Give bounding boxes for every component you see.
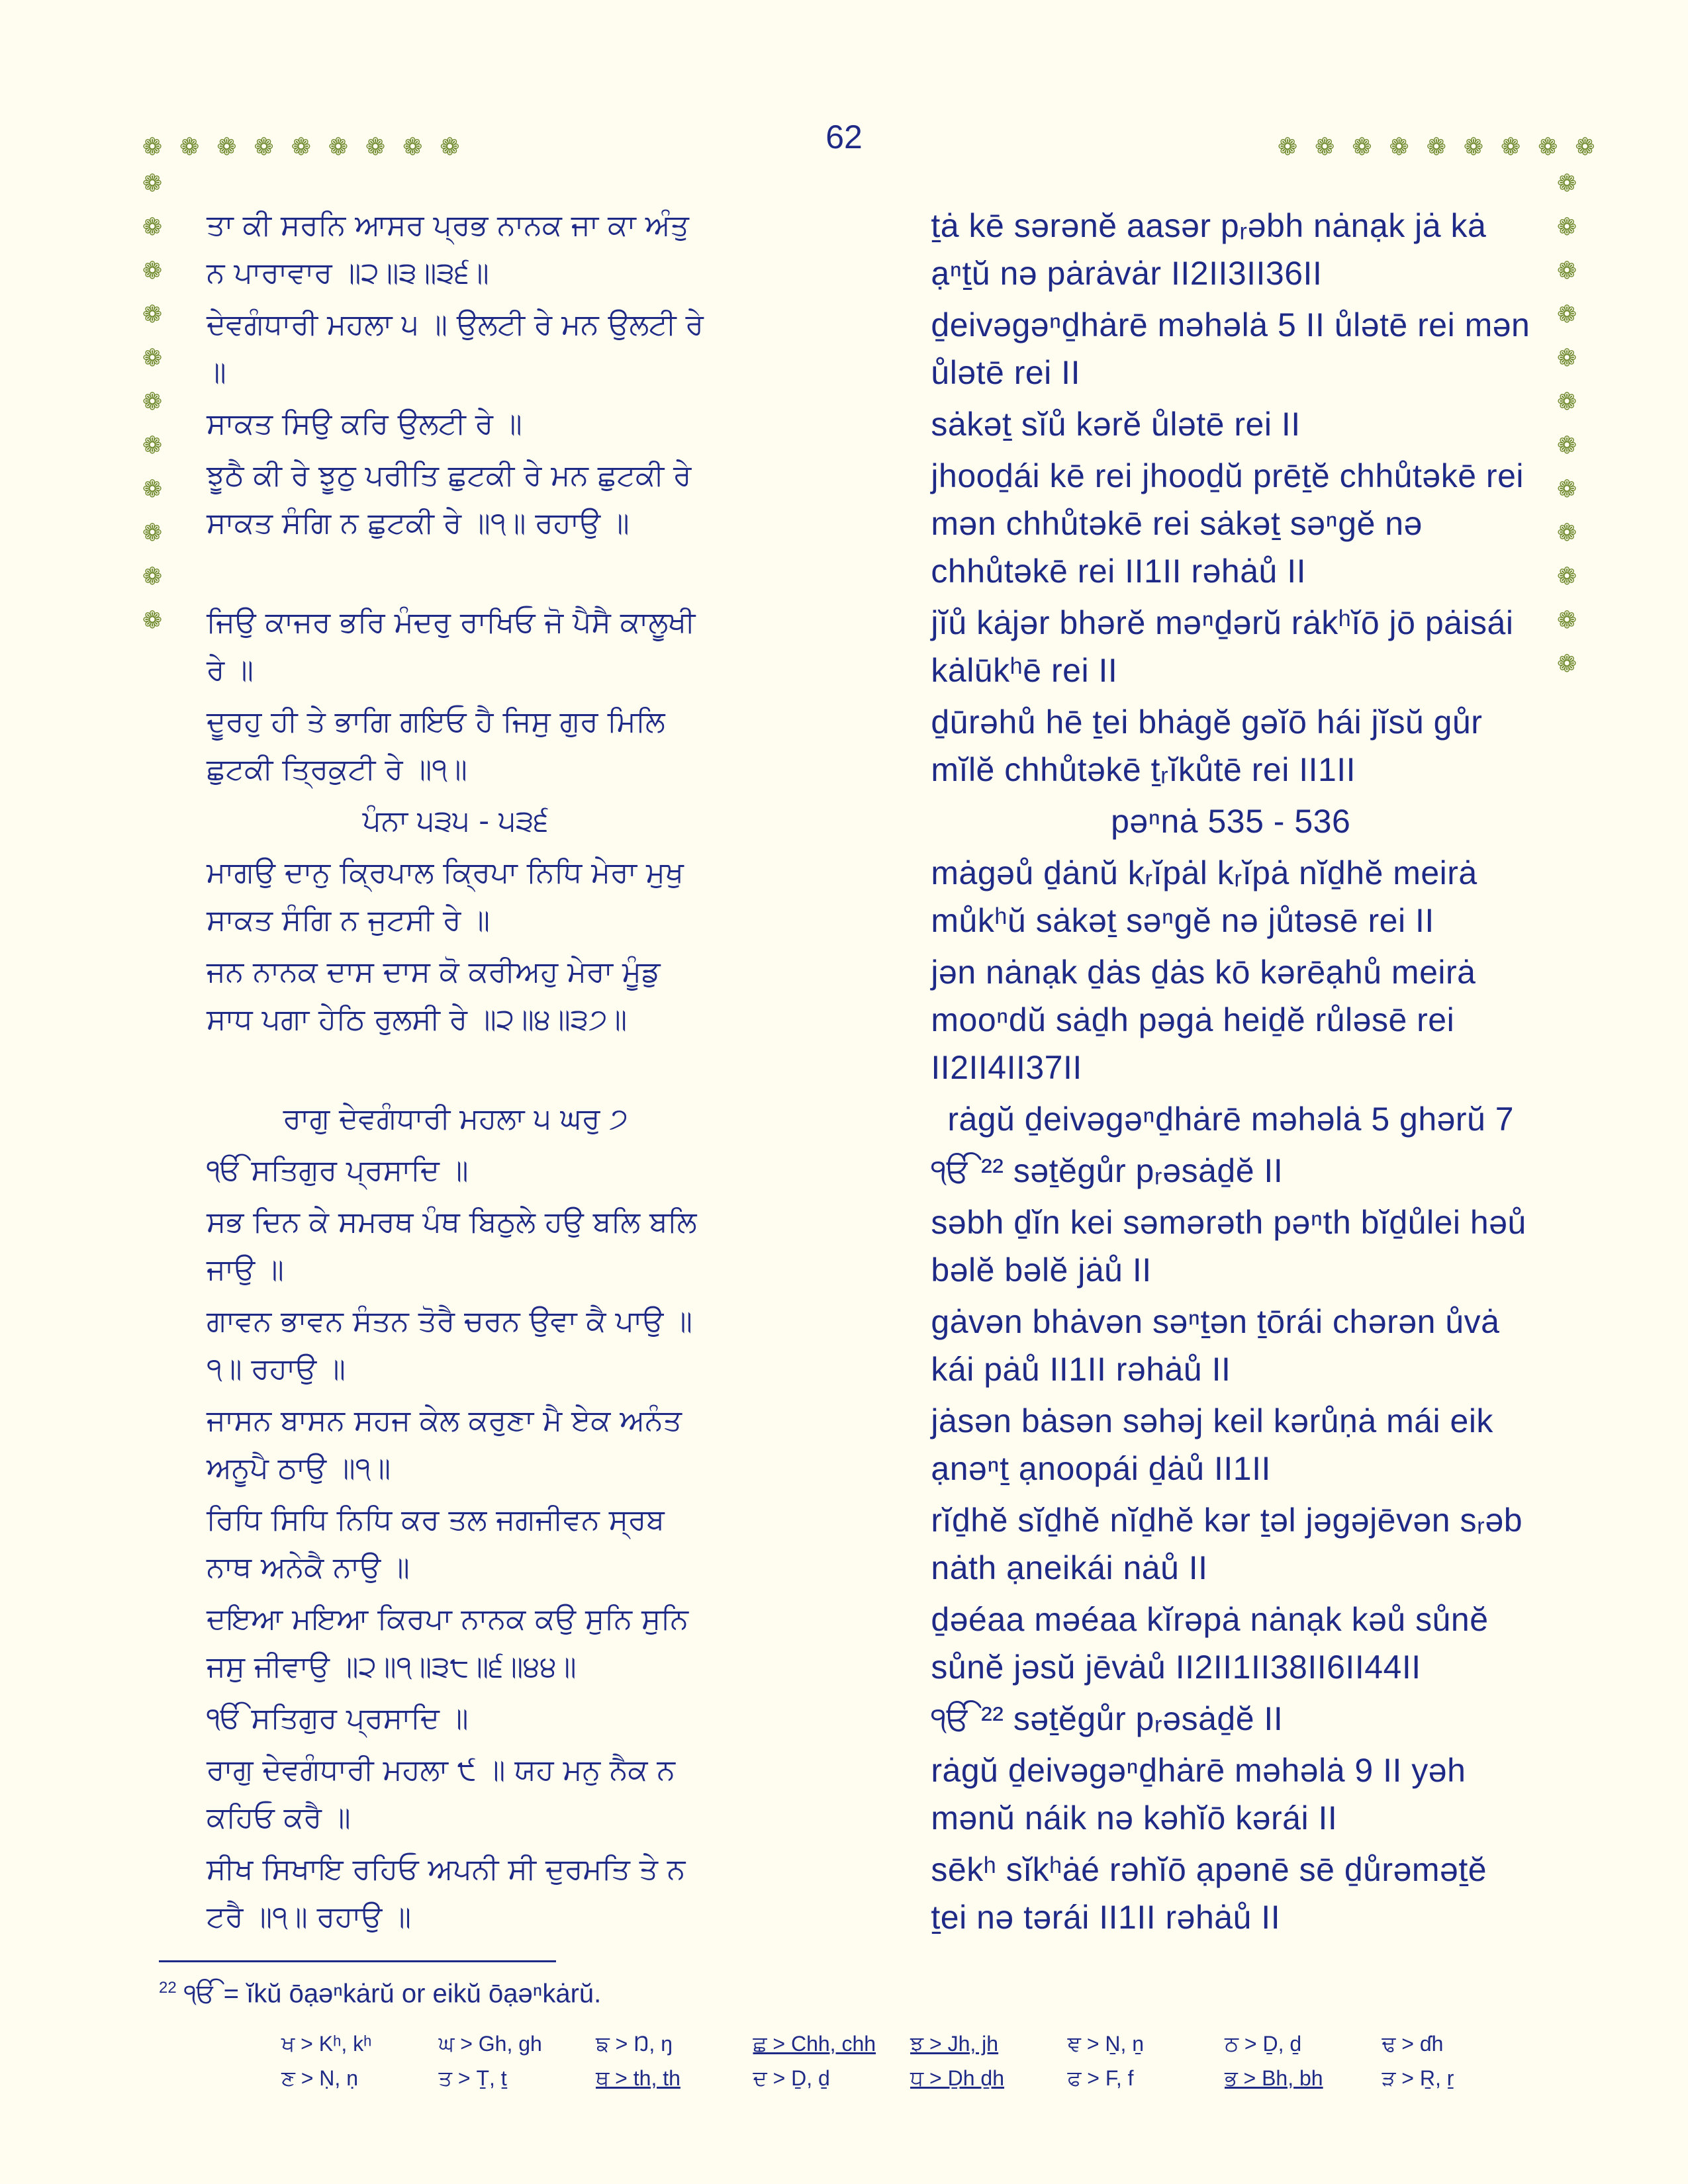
legend-entry: ਢ > ɗh [1382,2032,1444,2056]
flower-icon: ❁ [1557,651,1577,678]
flower-icon: ❁ [142,345,163,372]
legend-entry: ਝ > Jh, jh [910,2032,999,2056]
transliteration-text: mȧgəů ḏȧnŭ kᵣĭpȧl kᵣĭpȧ nĭḏhĕ meirȧ můkʰŭ sȧkəṯ səⁿgĕ nə jůtəsē rei II [931,854,1477,939]
gurmukhi-page-reference: ਪੰਨਾ ੫੩੫ - ੫੩੬ [362,804,549,838]
gurmukhi-text: ਰਿਧਿ ਸਿਧਿ ਨਿਧਿ ਕਰ ਤਲ ਜਗਜੀਵਨ ਸ੍ਰਬ ਨਾਥ ਅਨੇਕੈ ਨਾਉ ॥ [207,1503,665,1584]
gurmukhi-heading: ਰਾਗੁ ਦੇਵਗੰਧਾਰੀ ਮਹਲਾ ੫ ਘਰੁ ੭ [283,1102,628,1136]
legend-entry: ਦ > Ḏ, ḏ [753,2066,830,2090]
gurmukhi-text: ਦੇਵਗੰਧਾਰੀ ਮਹਲਾ ੫ ॥ ਉਲਟੀ ਰੇ ਮਨ ਉਲਟੀ ਰੇ ॥ [207,308,704,389]
transliteration-text: ḏəéaa məéaa kĭrəpȧ nȧnạk kəů sůnĕ sůnĕ jəsŭ jēvȧů II2II1II38II6II44II [931,1601,1489,1686]
flower-icon: ❁ [1426,134,1446,161]
footnote [159,1979,601,2009]
flower-icon: ❁ [1557,520,1577,547]
gurmukhi-text: ਦੂਰਹੁ ਹੀ ਤੇ ਭਾਗਿ ਗਇਓ ਹੈ ਜਿਸੁ ਗੁਰ ਮਿਲਿ ਛੁਟਕੀ ਤ੍ਰਿਕੁਟੀ ਰੇ ॥੧॥ [207,705,665,786]
verse-row [207,1199,1530,1294]
flower-icon: ❁ [291,134,311,161]
flower-icon: ❁ [142,607,163,634]
verse-row [207,202,1530,297]
flower-icon: ❁ [1352,134,1372,161]
flower-icon: ❁ [1557,345,1577,372]
footnote-divider [159,1960,556,1962]
flower-icon: ❁ [1557,301,1577,328]
footnote-text: ੴ = ĭkŭ ōạəⁿkȧrŭ or eikŭ ōạəⁿkȧrŭ. [183,1979,602,2009]
transliteration-text: rȧgŭ ḏeivəgəⁿḏhȧrē məhəlȧ 9 II yəh mənŭ náik nə kəhĭō kərái II [931,1752,1466,1837]
flower-icon: ❁ [179,134,200,161]
gurmukhi-text: ਜਨ ਨਾਨਕ ਦਾਸ ਦਾਸ ਕੋ ਕਰੀਅਹੁ ਮੇਰਾ ਮੂੰਡੁ ਸਾਧ ਪਗਾ ਹੇਠਿ ਰੁਲਸੀ ਰੇ ॥੨॥੪॥੩੭॥ [207,955,661,1036]
verse-row [207,1747,1530,1842]
transliteration-heading: rȧgŭ ḏeivəgəⁿḏhȧrē məhəlȧ 5 ghərŭ 7 [947,1101,1515,1138]
transliteration-text: ṯȧ kē sərənĕ aasər pᵣəbh nȧnạk jȧ kȧ ạⁿṯŭ nə pȧrȧvȧr II2II3II36II [931,207,1487,292]
legend-entry: ਙ > Ŋ, ŋ [596,2032,673,2056]
legend-row [281,2066,1539,2091]
legend-entry: ਣ > Ṇ, ṇ [281,2066,358,2090]
flower-icon: ❁ [1557,432,1577,459]
legend-entry: ੜ > Ṟ, ṟ [1382,2066,1454,2090]
gurmukhi-text: ੴ ਸਤਿਗੁਰ ਪ੍ਰਸਾਦਿ ॥ [207,1154,469,1187]
flower-icon: ❁ [1557,388,1577,416]
raag-heading-row [207,1095,1530,1143]
verse-row [207,948,1530,1091]
verse-row [207,1496,1530,1592]
flower-icon: ❁ [1557,214,1577,241]
flower-icon: ❁ [1557,563,1577,590]
ornament-right-column [1557,172,1577,676]
flower-icon: ❁ [142,134,163,161]
legend-entry: ਥ > th, th [596,2066,680,2090]
gurmukhi-text: ਦਇਆ ਮਇਆ ਕਿਰਪਾ ਨਾਨਕ ਕਉ ਸੁਨਿ ਸੁਨਿ ਜਸੁ ਜੀਵਾਉ ॥੨॥੧॥੩੮॥੬॥੪੪॥ [207,1602,688,1684]
flower-icon: ❁ [142,563,163,590]
flower-icon: ❁ [1463,134,1484,161]
gurmukhi-text: ਤਾ ਕੀ ਸਰਨਿ ਆਸਰ ਪ੍ਰਭ ਨਾਨਕ ਜਾ ਕਾ ਅੰਤੁ ਨ ਪਾਰਾਵਾਰ ॥੨॥੩॥੩੬॥ [207,208,689,290]
verse-row [207,599,1530,694]
invocation-row [207,1147,1530,1195]
flower-icon: ❁ [440,134,460,161]
transliteration-text: səbh ḏĭn kei səmərəth pəⁿth bĭḏůlei həů bəlĕ bəlĕ jȧů II [931,1204,1526,1289]
transliteration-text: rĭḏhĕ sĭḏhĕ nĭḏhĕ kər ṯəl jəgəjēvən sᵣəb nȧth ạneikái nȧů II [931,1502,1523,1586]
flower-icon: ❁ [142,432,163,459]
transliteration-text: jən nȧnạk ḏȧs ḏȧs kō kərēạhů meirȧ mooⁿdŭ sȧḏh pəgȧ heiḏĕ růləsē rei II2II4II37II [931,954,1476,1086]
flower-icon: ❁ [142,388,163,416]
legend-entry: ਧ > Ḏh ḏh [910,2066,1005,2090]
flower-icon: ❁ [254,134,274,161]
gurmukhi-text: ਜਾਸਨ ਬਾਸਨ ਸਹਜ ਕੇਲ ਕਰੁਣਾ ਮੈ ਏਕ ਅਨੰਤ ਅਨੂਪੈ ਠਾਉ ॥੧॥ [207,1404,682,1485]
legend-entry: ਠ > Ḏ, ḏ [1225,2032,1302,2056]
gurmukhi-text: ੴ ਸਤਿਗੁਰ ਪ੍ਰਸਾਦਿ ॥ [207,1702,469,1735]
flower-icon: ❁ [402,134,423,161]
page-number: 62 [825,118,863,156]
gurmukhi-text: ਗਾਵਨ ਭਾਵਨ ਸੰਤਨ ਤੋਰੈ ਚਰਨ ਉਵਾ ਕੈ ਪਾਉ ॥੧॥ ਰਹਾਉ ॥ [207,1304,692,1386]
ornament-top-right [1278,136,1595,159]
flower-icon: ❁ [1557,607,1577,634]
flower-icon: ❁ [1575,134,1595,161]
gurmukhi-text: ਜਿਉ ਕਾਜਰ ਭਰਿ ਮੰਦਰੁ ਰਾਖਿਓ ਜੋ ਪੈਸੈ ਕਾਲੂਖੀ ਰੇ ॥ [207,606,696,687]
transliteration-text: ḏūrəhů hē ṯei bhȧgĕ gəĭō hái jĭsŭ gůr mĭlĕ chhůtəkē ṯᵣĭkůtē rei II1II [931,704,1483,788]
page-reference-row [207,797,1530,845]
footnote-marker: 22 [159,1979,177,1997]
ornament-left-column [142,172,162,633]
flower-icon: ❁ [1557,170,1577,197]
gurmukhi-text: ਰਾਗੁ ਦੇਵਗੰਧਾਰੀ ਮਹਲਾ ੯ ॥ ਯਹ ਮਨੁ ਨੈਕ ਨ ਕਹਿਓ ਕਰੈ ॥ [207,1753,676,1835]
transliteration-text: jĭů kȧjər bhərĕ məⁿḏərŭ rȧkʰĭō jō pȧisái kȧlūkʰē rei II [931,604,1514,689]
flower-icon: ❁ [1557,257,1577,285]
flower-icon: ❁ [1389,134,1409,161]
flower-icon: ❁ [365,134,386,161]
legend-entry: ਘ > Gh, gh [438,2032,542,2056]
gurmukhi-text: ਸਭ ਦਿਨ ਕੇ ਸਮਰਥ ਪੰਥ ਬਿਠੁਲੇ ਹਉ ਬਲਿ ਬਲਿ ਜਾਉ ॥ [207,1205,697,1287]
gurmukhi-text: ਝੂਠੈ ਕੀ ਰੇ ਝੂਠੁ ਪਰੀਤਿ ਛੁਟਕੀ ਰੇ ਮਨ ਛੁਟਕੀ ਰੇ ਸਾਕਤ ਸੰਗਿ ਨ ਛੁਟਕੀ ਰੇ ॥੧॥ ਰਹਾਉ ॥ [207,459,692,540]
transliteration-text: ੴ ²² səṯĕgůr pᵣəsȧḏĕ II [931,1700,1284,1737]
transliteration-text: sȧkəṯ sĭů kərĕ ůlətē rei II [931,406,1301,443]
flower-icon: ❁ [1557,476,1577,503]
flower-icon: ❁ [142,257,163,285]
verse-row [207,1596,1530,1691]
legend-row [281,2032,1539,2057]
flower-icon: ❁ [1278,134,1298,161]
flower-icon: ❁ [142,476,163,503]
verse-row [207,1298,1530,1393]
legend-entry: ਤ > Ṯ, ṯ [438,2066,507,2090]
flower-icon: ❁ [216,134,237,161]
transliteration-text: ੴ ²² səṯĕgůr pᵣəsȧḏĕ II [931,1152,1284,1189]
verse-row [207,452,1530,595]
verse-row [207,301,1530,396]
verse-row [207,849,1530,944]
flower-icon: ❁ [142,301,163,328]
flower-icon: ❁ [1538,134,1558,161]
legend-entry: ਖ > Kʰ, kʰ [281,2032,372,2056]
gurmukhi-text: ਮਾਗਉ ਦਾਨੁ ਕ੍ਰਿਪਾਲ ਕ੍ਰਿਪਾ ਨਿਧਿ ਮੇਰਾ ਮੁਖੁ ਸਾਕਤ ਸੰਗਿ ਨ ਜੁਟਸੀ ਰੇ ॥ [207,856,684,937]
legend-entry: ਭ > Bh, bh [1225,2066,1323,2090]
gurmukhi-text: ਸੀਖ ਸਿਖਾਇ ਰਹਿਓ ਅਪਨੀ ਸੀ ਦੁਰਮਤਿ ਤੇ ਨ ਟਰੈ ॥੧॥ ਰਹਾਉ ॥ [207,1852,686,1934]
flower-icon: ❁ [142,214,163,241]
flower-icon: ❁ [142,520,163,547]
invocation-row [207,1695,1530,1743]
verse-row [207,400,1530,448]
legend-entry: ਞ > Ṉ, ṉ [1067,2032,1145,2056]
verse-row [207,698,1530,794]
verse-row [207,1397,1530,1492]
flower-icon: ❁ [1315,134,1335,161]
transliteration-text: sēkʰ sĭkʰȧé rəhĭō ạpənē sē ḏůrəməṯĕ ṯei nə tərái II1II rəhȧů II [931,1851,1487,1936]
verse-row [207,1846,1530,1941]
transliteration-text: jȧsən bȧsən səhəj keil kərůṇȧ mái eik ạnəⁿṯ ạnoopái ḏȧů II1II [931,1402,1493,1487]
legend-entry: ਫ > F, f [1067,2066,1134,2090]
transliteration-page-reference: pəⁿnȧ 535 - 536 [1111,803,1351,840]
ornament-top-left [142,136,460,159]
flower-icon: ❁ [328,134,349,161]
gurmukhi-text: ਸਾਕਤ ਸਿਉ ਕਰਿ ਉਲਟੀ ਰੇ ॥ [207,407,522,441]
verse-table [207,202,1530,1945]
flower-icon: ❁ [1501,134,1521,161]
flower-icon: ❁ [142,170,163,197]
transliteration-text: gȧvən bhȧvən səⁿṯən ṯōrái chərən ůvȧ kái pȧů II1II rəhȧů II [931,1303,1500,1388]
legend-entry: ਛ > Chh, chh [753,2032,876,2056]
transliteration-text: jhooḏái kē rei jhooḏŭ prēṯĕ chhůtəkē rei mən chhůtəkē rei sȧkəṯ səⁿgĕ nə chhůtəkē rei II1II rəhȧů II [931,457,1524,590]
transliteration-text: ḏeivəgəⁿḏhȧrē məhəlȧ 5 II ůlətē rei mən ůlətē rei II [931,306,1530,391]
transliteration-legend [281,2032,1539,2101]
